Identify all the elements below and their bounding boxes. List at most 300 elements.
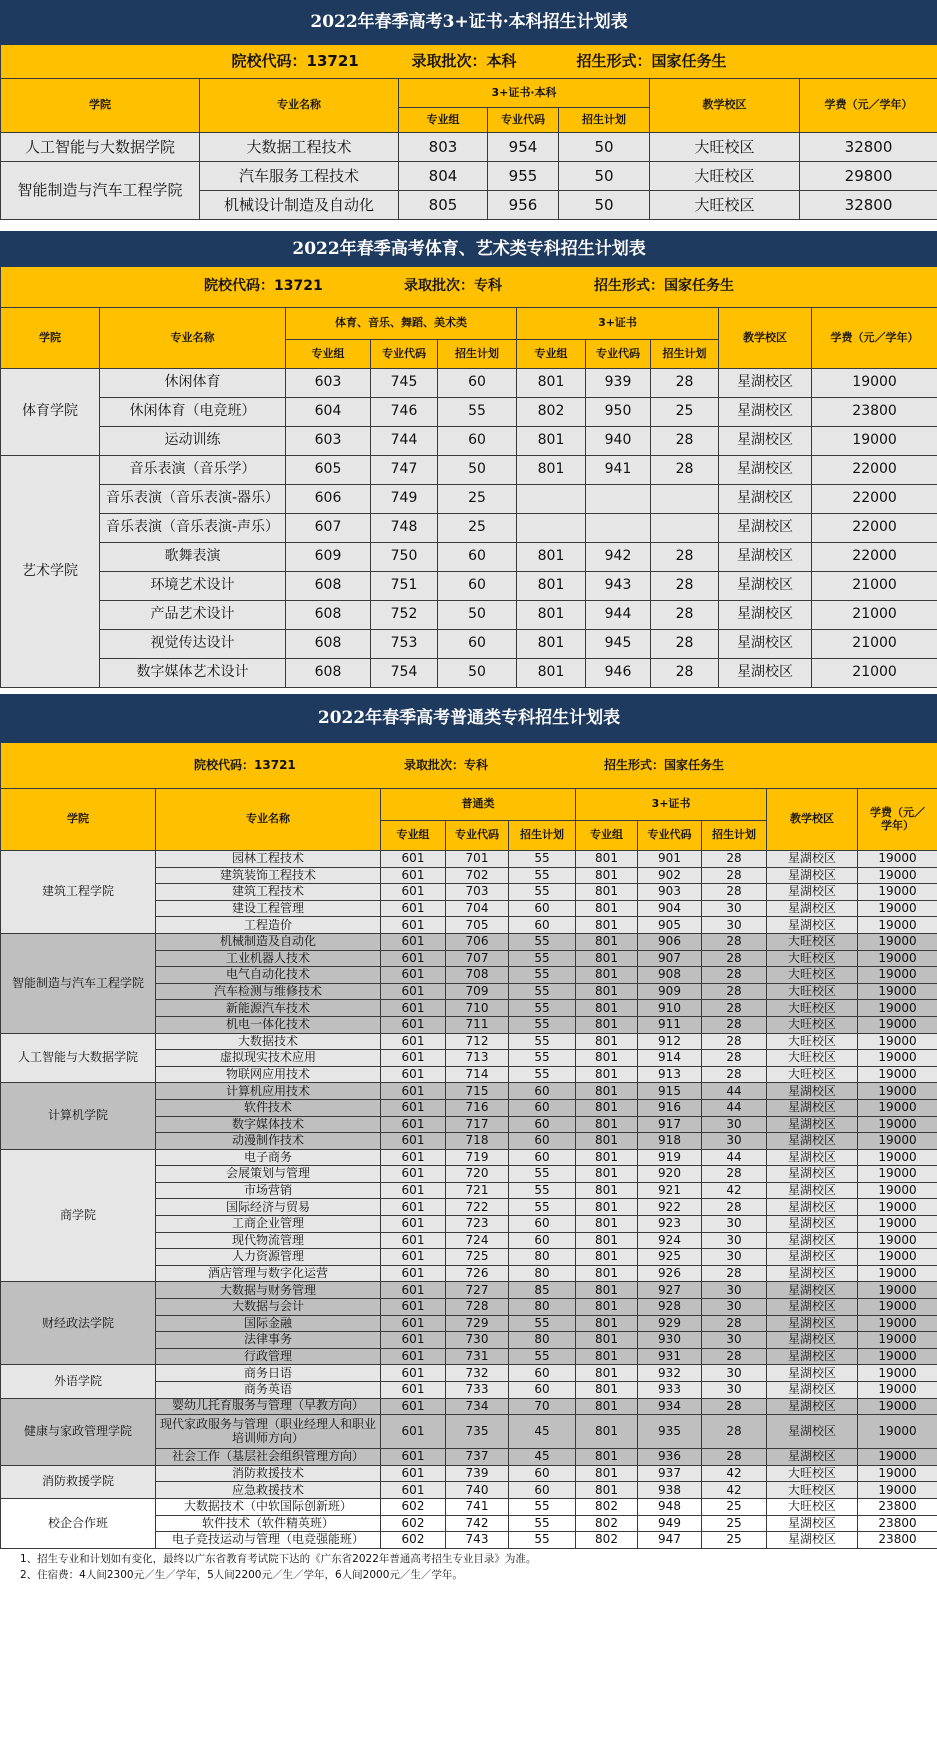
group-no: 601 [381,1016,446,1033]
group-no: 608 [286,630,371,659]
group-no: 601 [381,1033,446,1050]
undergrad-plan-table [0,0,937,220]
plan-b: 42 [702,1182,767,1199]
major-code: 741 [446,1498,509,1515]
major-code-b: 949 [638,1515,702,1532]
fee: 23800 [812,398,937,427]
plan: 55 [509,1315,576,1332]
major-name: 产品艺术设计 [100,601,286,630]
group-no-b: 801 [576,1033,638,1050]
plan-b: 28 [702,967,767,984]
major-code-b: 933 [638,1382,702,1399]
group-no-b: 801 [576,950,638,967]
fee: 19000 [858,1449,937,1466]
major-code: 954 [488,133,559,162]
major-code-b: 922 [638,1199,702,1216]
group-no-b: 801 [576,867,638,884]
major-code: 725 [446,1249,509,1266]
table-row [1,456,937,485]
major-name: 汽车检测与维修技术 [156,983,381,1000]
major-name: 新能源汽车技术 [156,1000,381,1017]
major-code: 744 [371,427,438,456]
table-row [1,369,937,398]
major-code: 955 [488,162,559,191]
major-code: 711 [446,1016,509,1033]
fee: 32800 [800,133,937,162]
group-no: 601 [381,933,446,950]
major-code: 706 [446,933,509,950]
table-row [1,162,937,191]
group-no: 601 [381,1482,446,1499]
major-code: 724 [446,1232,509,1249]
fee: 19000 [858,851,937,868]
plan: 55 [509,1066,576,1083]
note-line: 2、住宿费：4人间2300元／生／学年，5人间2200元／生／学年，6人间2000元／生／学年。 [20,1568,463,1581]
campus: 星湖校区 [719,514,812,543]
major-name: 大数据技术（中软国际创新班） [156,1498,381,1515]
group-no: 804 [399,162,488,191]
campus: 星湖校区 [767,1398,858,1415]
plan-b: 28 [651,572,719,601]
table-row [1,1149,937,1166]
fee: 19000 [858,1332,937,1349]
campus: 大旺校区 [767,1033,858,1050]
header-campus: 教学校区 [719,308,812,369]
group-no: 601 [381,1315,446,1332]
fee: 19000 [858,1000,937,1017]
major-name: 社会工作（基层社会组织管理方向） [156,1449,381,1466]
header-group-no: 专业组 [576,821,638,851]
group-no: 603 [286,369,371,398]
major-code: 752 [371,601,438,630]
plan-b: 30 [702,917,767,934]
group-no: 602 [381,1515,446,1532]
table-title: 2022年春季高考普通类专科招生计划表 [1,695,937,743]
group-no-b [517,514,586,543]
plan: 60 [509,1465,576,1482]
plan-b: 28 [702,1449,767,1466]
major-code: 727 [446,1282,509,1299]
header-plan: 招生计划 [438,340,517,369]
plan: 60 [509,917,576,934]
table-row [1,427,937,456]
fee: 19000 [858,1415,937,1449]
major-name: 工程造价 [156,917,381,934]
plan: 60 [509,1382,576,1399]
table-row [1,1398,937,1415]
plan-b: 30 [702,1116,767,1133]
major-code-b: 907 [638,950,702,967]
campus: 星湖校区 [767,1332,858,1349]
major-code-b: 932 [638,1365,702,1382]
school-code: 院校代码：13721 [194,757,296,772]
major-code: 753 [371,630,438,659]
major-code: 713 [446,1050,509,1067]
plan: 80 [509,1299,576,1316]
major-name: 软件技术（软件精英班） [156,1515,381,1532]
major-code: 746 [371,398,438,427]
group-no-b: 801 [576,1265,638,1282]
major-name: 园林工程技术 [156,851,381,868]
major-code-b [586,485,651,514]
campus: 大旺校区 [650,133,800,162]
major-code-b: 920 [638,1166,702,1183]
major-name: 电子商务 [156,1149,381,1166]
major-code-b: 902 [638,867,702,884]
major-code: 732 [446,1365,509,1382]
header-college: 学院 [1,308,100,369]
major-code-b: 942 [586,543,651,572]
major-code-b [586,514,651,543]
major-code-b: 911 [638,1016,702,1033]
campus: 星湖校区 [767,1315,858,1332]
fee: 21000 [812,572,937,601]
major-code: 737 [446,1449,509,1466]
group-no-b: 801 [517,369,586,398]
plan: 55 [509,1166,576,1183]
header-major: 专业名称 [200,79,399,133]
campus: 大旺校区 [767,967,858,984]
group-no: 601 [381,1232,446,1249]
enrollment-form: 招生形式：国家任务生 [604,757,725,772]
plan: 25 [438,485,517,514]
major-name: 建设工程管理 [156,900,381,917]
major-name: 会展策划与管理 [156,1166,381,1183]
group-no-b: 802 [576,1532,638,1549]
major-name: 动漫制作技术 [156,1133,381,1150]
campus: 星湖校区 [767,1382,858,1399]
group-no-b: 801 [576,1315,638,1332]
plan: 55 [509,867,576,884]
campus: 大旺校区 [767,950,858,967]
major-code: 712 [446,1033,509,1050]
campus: 星湖校区 [767,1116,858,1133]
group-no: 606 [286,485,371,514]
plan: 60 [509,1365,576,1382]
header-plan: 招生计划 [702,821,767,851]
major-code-b: 901 [638,851,702,868]
group-no: 601 [381,1099,446,1116]
plan: 60 [509,900,576,917]
fee: 19000 [858,1398,937,1415]
group-no: 601 [381,1166,446,1183]
plan: 60 [509,1482,576,1499]
plan-b: 28 [702,1398,767,1415]
major-code: 748 [371,514,438,543]
group-no: 601 [381,851,446,868]
group-no: 607 [286,514,371,543]
admission-batch: 录取批次：专科 [404,757,489,772]
major-name: 市场营销 [156,1182,381,1199]
plan: 60 [509,1232,576,1249]
major-code: 703 [446,884,509,901]
major-name: 现代物流管理 [156,1232,381,1249]
admission-batch: 录取批次：本科 [411,52,517,71]
major-code: 721 [446,1182,509,1199]
group-no-b: 801 [576,1199,638,1216]
college-name: 艺术学院 [1,456,100,688]
plan-b: 42 [702,1465,767,1482]
group-no-b: 801 [576,1182,638,1199]
major-code-b: 908 [638,967,702,984]
campus: 大旺校区 [767,1465,858,1482]
group-no-b: 801 [576,1216,638,1233]
group-no-b: 801 [576,1116,638,1133]
fee: 19000 [858,1050,937,1067]
group-no-b: 801 [517,630,586,659]
plan-b: 28 [702,1315,767,1332]
major-name: 大数据与财务管理 [156,1282,381,1299]
fee: 19000 [858,1033,937,1050]
plan-b: 28 [702,851,767,868]
fee: 19000 [858,933,937,950]
group-no-b: 801 [576,1050,638,1067]
major-name: 法律事务 [156,1332,381,1349]
plan: 55 [509,1532,576,1549]
plan: 60 [509,1133,576,1150]
major-name: 电子竞技运动与管理（电竞强能班） [156,1532,381,1549]
plan: 55 [509,967,576,984]
campus: 星湖校区 [719,601,812,630]
table-row [1,543,937,572]
plan: 60 [509,1149,576,1166]
fee: 22000 [812,543,937,572]
plan-b [651,514,719,543]
header-college: 学院 [1,789,156,851]
plan-b: 44 [702,1149,767,1166]
major-code: 716 [446,1099,509,1116]
plan-b: 30 [702,900,767,917]
group-no: 601 [381,1050,446,1067]
major-name: 商务英语 [156,1382,381,1399]
major-code: 742 [446,1515,509,1532]
group-no: 605 [286,456,371,485]
group-no: 608 [286,572,371,601]
plan-b: 28 [702,1199,767,1216]
plan-b: 28 [702,1348,767,1365]
major-code-b: 916 [638,1099,702,1116]
fee: 22000 [812,456,937,485]
major-code: 710 [446,1000,509,1017]
header-major-code: 专业代码 [488,108,559,133]
fee: 19000 [858,1149,937,1166]
group-no: 601 [381,1365,446,1382]
plan: 60 [509,1216,576,1233]
major-code-b: 939 [586,369,651,398]
campus: 星湖校区 [767,851,858,868]
major-code: 718 [446,1133,509,1150]
header-major-code: 专业代码 [638,821,702,851]
group-no-b: 801 [576,1232,638,1249]
major-name: 应急救援技术 [156,1482,381,1499]
fee: 32800 [800,191,937,220]
fee: 19000 [858,1199,937,1216]
campus: 星湖校区 [719,427,812,456]
plan: 55 [509,1199,576,1216]
group-no-b: 801 [576,1382,638,1399]
table-row [1,1033,937,1050]
plan-b: 28 [651,601,719,630]
campus: 星湖校区 [767,1365,858,1382]
major-code-b: 918 [638,1133,702,1150]
campus: 星湖校区 [767,1099,858,1116]
group-no: 601 [381,1299,446,1316]
header-group-b: 3+证书 [517,308,719,340]
fee: 21000 [812,659,937,688]
table-row [1,572,937,601]
plan: 85 [509,1282,576,1299]
fee: 19000 [858,1315,937,1332]
header-group-a: 普通类 [381,789,576,821]
plan: 60 [438,427,517,456]
fee: 19000 [858,1299,937,1316]
major-name: 大数据技术 [156,1033,381,1050]
plan-b: 28 [702,1016,767,1033]
fee: 19000 [858,1382,937,1399]
major-code-b: 914 [638,1050,702,1067]
major-code: 740 [446,1482,509,1499]
group-no: 601 [381,1083,446,1100]
major-name: 建筑工程技术 [156,884,381,901]
major-code-b: 946 [586,659,651,688]
group-no-b: 801 [576,967,638,984]
major-code-b: 940 [586,427,651,456]
group-no-b: 801 [517,572,586,601]
major-code-b: 905 [638,917,702,934]
campus: 大旺校区 [767,933,858,950]
campus: 星湖校区 [767,1265,858,1282]
major-code: 702 [446,867,509,884]
major-code: 751 [371,572,438,601]
fee: 19000 [858,1365,937,1382]
group-no-b: 801 [576,1449,638,1466]
major-name: 机电一体化技术 [156,1016,381,1033]
group-no: 601 [381,917,446,934]
plan: 25 [438,514,517,543]
major-code-b: 929 [638,1315,702,1332]
table-row [1,601,937,630]
group-no-b: 801 [576,1166,638,1183]
major-code: 733 [446,1382,509,1399]
major-code-b: 944 [586,601,651,630]
group-no-b: 801 [576,933,638,950]
fee: 21000 [812,630,937,659]
group-no: 601 [381,900,446,917]
major-code-b: 917 [638,1116,702,1133]
group-no: 601 [381,867,446,884]
group-no: 601 [381,1216,446,1233]
major-code: 754 [371,659,438,688]
major-code: 729 [446,1315,509,1332]
header-fee-line1: 学费（元／ [870,806,926,820]
major-code-b: 904 [638,900,702,917]
college-name: 智能制造与汽车工程学院 [1,162,200,220]
major-name: 国际金融 [156,1315,381,1332]
major-name: 音乐表演（音乐学） [100,456,286,485]
major-code: 709 [446,983,509,1000]
campus: 星湖校区 [767,867,858,884]
group-no: 601 [381,1182,446,1199]
group-no: 601 [381,1116,446,1133]
campus: 星湖校区 [767,1182,858,1199]
campus: 星湖校区 [719,659,812,688]
major-name: 行政管理 [156,1348,381,1365]
plan: 50 [559,133,650,162]
group-no: 602 [381,1532,446,1549]
plan-b: 30 [702,1382,767,1399]
major-name: 工业机器人技术 [156,950,381,967]
note-line: 1、招生专业和计划如有变化，最终以广东省教育考试院下达的《广东省2022年普通高考招生专业目录》为准。 [20,1552,537,1565]
major-name: 人力资源管理 [156,1249,381,1266]
major-code: 728 [446,1299,509,1316]
group-no-b: 801 [576,1398,638,1415]
table-row [1,398,937,427]
major-name: 工商企业管理 [156,1216,381,1233]
campus: 大旺校区 [767,1498,858,1515]
major-code: 723 [446,1216,509,1233]
group-no-b: 801 [576,1149,638,1166]
header-group-no: 专业组 [286,340,371,369]
fee: 19000 [858,1133,937,1150]
fee: 19000 [858,884,937,901]
header-plan: 招生计划 [509,821,576,851]
major-code: 726 [446,1265,509,1282]
plan-b: 28 [651,543,719,572]
major-name: 运动训练 [100,427,286,456]
header-fee [858,789,937,851]
plan-b: 25 [702,1498,767,1515]
college-name: 商学院 [1,1149,156,1282]
plan-b [651,485,719,514]
enrollment-form: 招生形式：国家任务生 [594,278,735,295]
college-name: 建筑工程学院 [1,851,156,934]
fee: 19000 [858,967,937,984]
fee: 19000 [858,867,937,884]
header-campus: 教学校区 [650,79,800,133]
campus: 大旺校区 [767,1066,858,1083]
major-code-b: 926 [638,1265,702,1282]
plan: 50 [438,601,517,630]
header-plan: 招生计划 [651,340,719,369]
group-no-b: 801 [517,543,586,572]
header-fee: 学费（元／学年） [800,79,937,133]
group-no: 805 [399,191,488,220]
campus: 星湖校区 [767,1282,858,1299]
enrollment-form: 招生形式：国家任务生 [576,52,727,71]
major-code: 719 [446,1149,509,1166]
header-major: 专业名称 [156,789,381,851]
group-no: 803 [399,133,488,162]
fee: 19000 [858,1166,937,1183]
major-code-b: 948 [638,1498,702,1515]
fee: 19000 [812,427,937,456]
group-no-b: 801 [576,1482,638,1499]
plan-b: 28 [702,1033,767,1050]
major-code: 956 [488,191,559,220]
general-plan-table [0,694,937,1549]
major-code: 701 [446,851,509,868]
header-group-no: 专业组 [381,821,446,851]
plan-b: 44 [702,1099,767,1116]
major-code: 745 [371,369,438,398]
campus: 星湖校区 [767,1348,858,1365]
major-code: 722 [446,1199,509,1216]
fee: 19000 [858,950,937,967]
major-code-b: 915 [638,1083,702,1100]
plan: 45 [509,1415,576,1449]
group-no-b: 801 [576,1249,638,1266]
header-college: 学院 [1,79,200,133]
